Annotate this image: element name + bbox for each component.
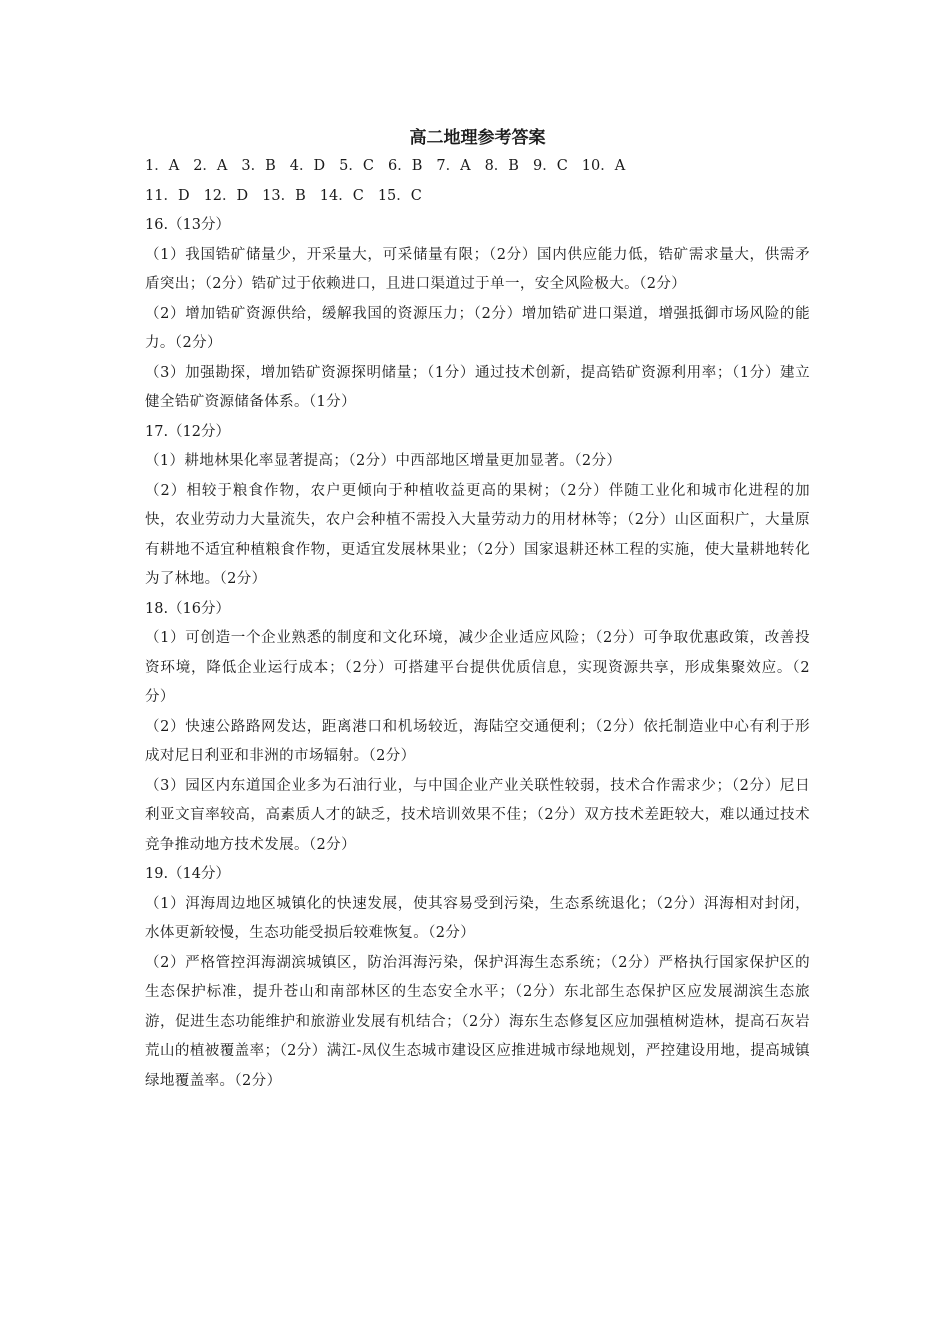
- page-title: 高二地理参考答案: [409, 128, 546, 148]
- question-16-part-2: （2）增加锆矿资源供给，缓解我国的资源压力；（2分）增加锆矿进口渠道，增强抵御市场风险的能力。（2分）: [145, 305, 810, 351]
- question-18-header: 18.（16分）: [145, 600, 231, 617]
- question-18-part-1: （1）可创造一个企业熟悉的制度和文化环境，减少企业适应风险；（2分）可争取优惠政策，改善投资环境，降低企业运行成本；（2分）可搭建平台提供优质信息，实现资源共享，形成集聚效应。（2分）: [145, 630, 810, 705]
- mc-answers-row-2: [145, 182, 810, 212]
- mc-answer: 6．B: [387, 158, 423, 174]
- question-18-part-2: （2）快速公路路网发达，距离港口和机场较近，海陆空交通便利；（2分）依托制造业中心有利于形成对尼日利亚和非洲的市场辐射。（2分）: [145, 718, 810, 764]
- answer-sheet: [145, 124, 810, 1096]
- mc-answer: 12．D: [203, 187, 249, 204]
- question-16-part-3: （3）加强勘探，增加锆矿资源探明储量；（1分）通过技术创新，提高锆矿资源利用率；（1分）建立健全锆矿资源储备体系。（1分）: [145, 364, 810, 410]
- mc-answer: 8．B: [484, 158, 519, 174]
- mc-answer: 4．D: [289, 158, 326, 174]
- question-19-header: 19.（14分）: [145, 866, 231, 882]
- mc-answer: 3．B: [241, 158, 276, 174]
- mc-answer: 14．C: [319, 187, 364, 204]
- mc-answer: 13．B: [262, 187, 306, 204]
- question-17-part-2: （2）相较于粮食作物，农户更倾向于种植收益更高的果树；（2分）伴随工业化和城市化进程的加快，农业劳动力大量流失，农户会种植不需投入大量劳动力的用材林等；（2分）山区面积广，大量原有耕地不适宜种植粮食作物，更适宜发展林果业；（2分）国家退耕还林工程的实施，使大量耕地转化为了林地。（2分）: [145, 482, 810, 587]
- question-17-part-1: （1）耕地林果化率显著提高；（2分）中西部地区增量更加显著。（2分）: [145, 453, 622, 469]
- mc-answer: 5．C: [339, 158, 374, 174]
- mc-answer: 2．A: [193, 158, 228, 174]
- mc-answers-row-1: [145, 152, 810, 182]
- question-18-part-3: （3）园区内东道国企业多为石油行业，与中国企业产业关联性较弱，技术合作需求少；（2分）尼日利亚文盲率较高，高素质人才的缺乏，技术培训效果不佳；（2分）双方技术差距较大，难以通过技术竞争推动地方技术发展。（2分）: [145, 777, 810, 853]
- mc-answer: 15．C: [377, 187, 422, 204]
- mc-answer: 7．A: [436, 158, 471, 174]
- question-16-part-1: （1）我国锆矿储量少，开采量大，可采储量有限；（2分）国内供应能力低，锆矿需求量大，供需矛盾突出；（2分）锆矿过于依赖进口，且进口渠道过于单一，安全风险极大。（2分）: [145, 246, 810, 292]
- mc-answer: 9．C: [532, 158, 568, 174]
- mc-answer: 11．D: [145, 187, 190, 204]
- question-16-header: 16.（13分）: [145, 217, 231, 233]
- question-17-header: 17.（12分）: [145, 423, 231, 440]
- mc-answer: 1．A: [145, 158, 180, 174]
- question-19-part-2: （2）严格管控洱海湖滨城镇区，防治洱海污染，保护洱海生态系统；（2分）严格执行国家保护区的生态保护标准，提升苍山和南部林区的生态安全水平；（2分）东北部生态保护区应发展湖滨生态旅游，促进生态功能维护和旅游业发展有机结合；（2分）海东生态修复区应加强植树造林，提高石灰岩荒山的植被覆盖率；（2分）满江-凤仪生态城市建设区应推进城市绿地规划，严控建设用地，提高城镇绿地覆盖率。（2分）: [145, 954, 810, 1089]
- question-19-part-1: （1）洱海周边地区城镇化的快速发展，使其容易受到污染，生态系统退化；（2分）洱海相对封闭，水体更新较慢，生态功能受损后较难恢复。（2分）: [145, 895, 810, 941]
- mc-answer: 10．A: [581, 158, 626, 174]
